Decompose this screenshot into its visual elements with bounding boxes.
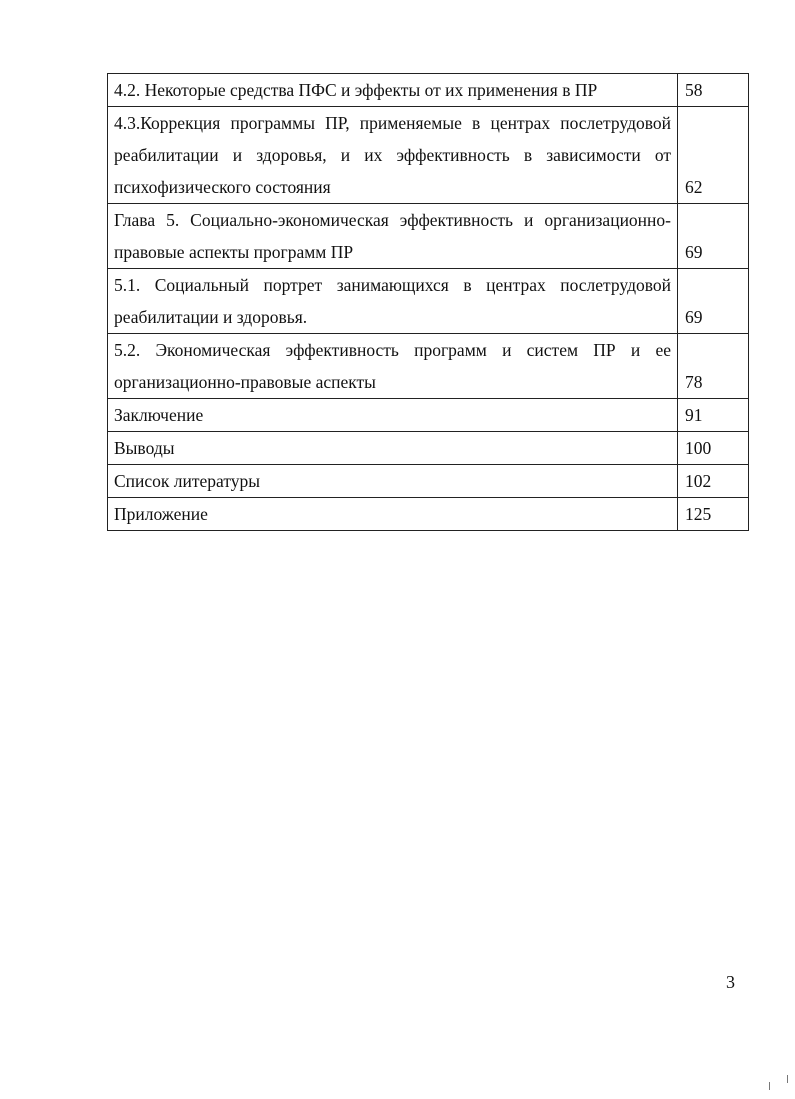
toc-entry-page: 69 — [678, 269, 749, 334]
toc-entry-title: Выводы — [108, 432, 678, 465]
toc-entry-page: 62 — [678, 107, 749, 204]
toc-entry-title: Список литературы — [108, 465, 678, 498]
toc-entry-page: 102 — [678, 465, 749, 498]
page-number: 3 — [726, 972, 735, 992]
toc-entry-title: 4.3.Коррекция программы ПР, применяемые в центрах послетрудовой реабилитации и здоровья, и их эффективность в зависимости от психофизического состояния — [108, 107, 678, 204]
toc-row — [108, 107, 749, 204]
toc-row — [108, 74, 749, 107]
scan-artifact — [769, 1082, 770, 1090]
toc-entry-title: 5.2. Экономическая эффективность программ и систем ПР и ее организационно-правовые аспекты — [108, 334, 678, 399]
toc-row — [108, 269, 749, 334]
scan-artifact — [787, 1075, 788, 1083]
table-of-contents — [107, 73, 749, 531]
toc-row — [108, 498, 749, 531]
toc-entry-title: Глава 5. Социально-экономическая эффективность и организационно-правовые аспекты программ ПР — [108, 204, 678, 269]
toc-row — [108, 432, 749, 465]
toc-row — [108, 334, 749, 399]
toc-entry-title: Заключение — [108, 399, 678, 432]
toc-row — [108, 399, 749, 432]
toc-entry-page: 69 — [678, 204, 749, 269]
toc-entry-page: 100 — [678, 432, 749, 465]
toc-row — [108, 465, 749, 498]
toc-row — [108, 204, 749, 269]
toc-entry-title: Приложение — [108, 498, 678, 531]
toc-entry-page: 78 — [678, 334, 749, 399]
toc-entry-page: 125 — [678, 498, 749, 531]
toc-entry-page: 91 — [678, 399, 749, 432]
toc-entry-title: 4.2. Некоторые средства ПФС и эффекты от их применения в ПР — [108, 74, 678, 107]
toc-entry-page: 58 — [678, 74, 749, 107]
toc-entry-title: 5.1. Социальный портрет занимающихся в центрах послетрудовой реабилитации и здоровья. — [108, 269, 678, 334]
